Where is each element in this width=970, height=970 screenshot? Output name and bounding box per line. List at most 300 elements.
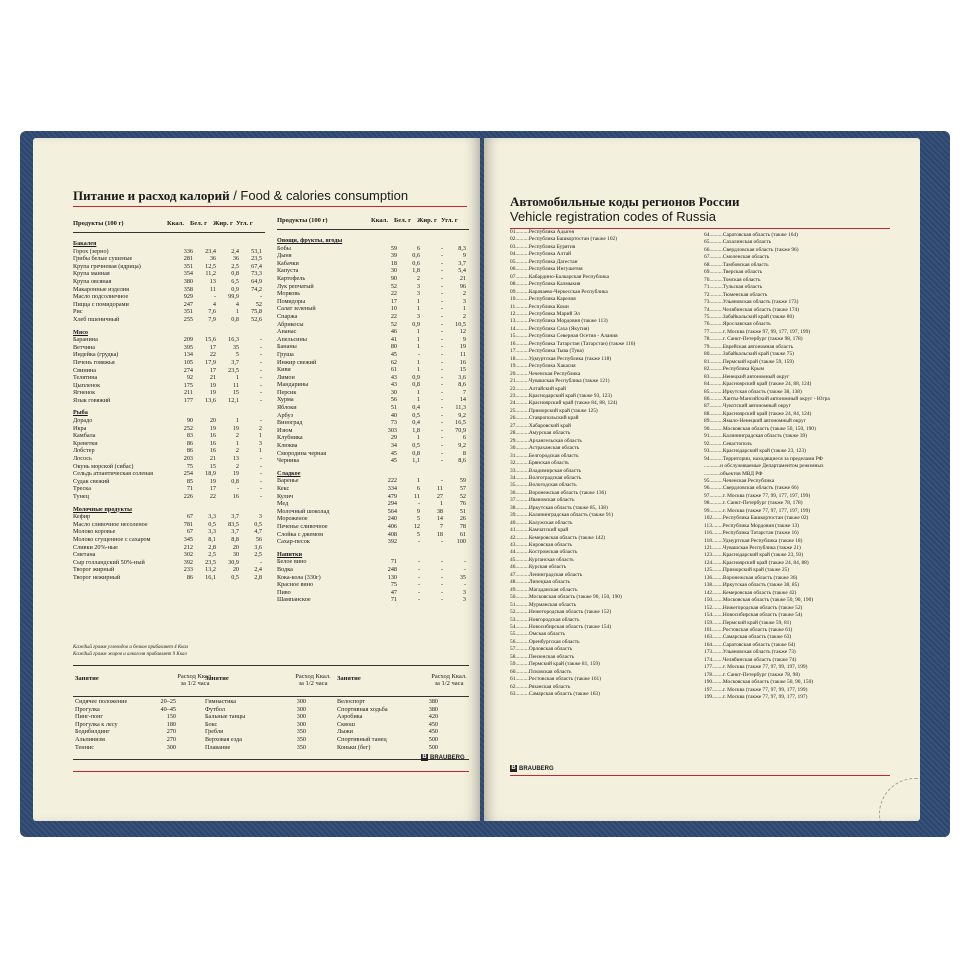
region-code-row: 177........г. Москва (также 77, 97, 99, 197, 199) (704, 664, 808, 671)
food-row (73, 397, 268, 405)
food-name: Шампанское (277, 596, 311, 604)
food-protein: 17 (209, 343, 216, 351)
food-carbs: 23,5 (251, 255, 262, 263)
food-protein: 13 (209, 277, 216, 285)
food-fat: 23,5 (228, 366, 239, 374)
food-carbs: 53,1 (251, 247, 262, 255)
food-kcal: 392 (387, 538, 397, 546)
food-kcal: 45 (390, 449, 397, 457)
food-kcal: 211 (183, 389, 193, 397)
food-fat: - (440, 581, 443, 589)
brand-mark-icon: B (422, 754, 427, 760)
food-section-title: Бакалея (73, 240, 97, 247)
activity-row (205, 728, 306, 736)
activity-kcal: 450 (428, 720, 438, 728)
food-name: Крупа манная (73, 270, 110, 278)
food-carbs: - (259, 351, 262, 359)
food-fat: - (440, 404, 443, 412)
food-row (277, 523, 472, 531)
food-protein: 3,3 (208, 513, 216, 521)
food-protein: 1 (416, 388, 420, 396)
food-fat: - (440, 596, 443, 604)
food-row (277, 290, 472, 298)
region-code-row: 32..........Брянская область (510, 460, 569, 467)
activity-kcal: 180 (166, 720, 176, 728)
region-codes-col2 (704, 232, 904, 702)
food-name: Хлеб пшеничный (73, 315, 120, 323)
food-carbs: - (259, 470, 262, 478)
food-kcal: 302 (183, 551, 193, 559)
food-kcal: 303 (387, 426, 397, 434)
region-code-row: 69..........Тверская область (704, 269, 763, 276)
region-code-row: 94..........Территории, находящиеся за пределами РФ (704, 455, 823, 462)
food-carbs: - (259, 293, 262, 301)
food-kcal: 56 (390, 396, 397, 404)
food-carbs: 7 (462, 388, 466, 396)
region-code-row: 09..........Карачаево-Черкесская Республика (510, 288, 608, 295)
activity-name: Велоспорт (337, 698, 366, 705)
food-name: Судак свежий (73, 477, 110, 485)
activity-table-1 (75, 698, 176, 751)
activity-name: Прогулка к лесу (75, 720, 118, 728)
region-code-row: 178........г. Санкт-Петербург (также 78, 98) (704, 671, 800, 678)
region-code-row: 71..........Тульская область (704, 284, 763, 291)
food-section-title: Мясо (73, 328, 89, 336)
food-fat: - (440, 252, 443, 260)
food-row (277, 351, 472, 359)
region-code-row: 199........г. Москва (также 77, 97, 99, 177, 197) (704, 694, 808, 701)
food-kcal: 240 (387, 515, 397, 523)
food-name: Макаронные изделия (73, 285, 129, 293)
kcal-header-1: Расход Ккал. за 1/2 часа (177, 673, 213, 687)
food-row (73, 559, 268, 567)
region-code-row: 08..........Республика Калмыкия (510, 281, 581, 288)
food-protein: 17 (209, 366, 216, 374)
food-protein: - (417, 581, 420, 589)
food-row (73, 521, 268, 529)
region-code-row: 05..........Республика Дагестан (510, 258, 578, 265)
food-name: Язык говяжий (73, 396, 111, 404)
food-fat: 6,5 (231, 277, 239, 285)
food-fat: - (440, 290, 443, 298)
food-fat: 8,8 (231, 535, 239, 543)
activity-kcal: 270 (166, 728, 176, 736)
food-name: Икра (73, 424, 87, 432)
food-name: Картофель (277, 274, 306, 282)
food-kcal: 203 (183, 455, 193, 463)
food-protein: 21 (209, 455, 216, 463)
activity-row (75, 728, 176, 736)
food-kcal: 105 (183, 358, 193, 366)
food-row (73, 544, 268, 552)
food-kcal: 67 (186, 528, 193, 536)
food-kcal: 75 (186, 462, 193, 470)
food-fat: - (236, 485, 239, 493)
food-kcal: 175 (183, 381, 193, 389)
food-fat: 16 (232, 493, 239, 500)
food-carbs: 16 (459, 358, 466, 366)
food-carbs: 3,6 (254, 543, 262, 551)
food-fat: - (440, 538, 443, 546)
food-row (277, 566, 472, 574)
food-fat: - (440, 305, 443, 313)
food-row (277, 374, 472, 382)
food-protein: 20 (209, 417, 216, 425)
food-fat: - (440, 350, 443, 358)
region-code-row: 125........Приморский край (также 25) (704, 567, 790, 574)
region-code-row: 154........Новосибирская область (также 54) (704, 612, 803, 619)
food-row (73, 432, 268, 440)
food-name: Масло подсолнечное (73, 293, 129, 301)
activity-name: Сидячее положение (75, 698, 128, 705)
region-code-row: 20..........Чеченская Республика (510, 370, 581, 377)
food-name: Мед (277, 500, 289, 508)
food-name: Абрикосы (277, 320, 304, 328)
food-name: Сельдь атлантическая соленая (73, 470, 153, 478)
corner-pocket-stitch (879, 778, 920, 821)
food-carbs: - (259, 366, 262, 374)
region-code-row: 138........Иркутская область (также 38, 85) (704, 582, 800, 589)
food-row (73, 255, 268, 263)
food-row (277, 381, 472, 389)
food-carbs: 1 (258, 447, 262, 455)
left-page (33, 138, 480, 821)
region-code-row: 56..........Оренбургская область (510, 638, 580, 645)
food-row (73, 485, 268, 493)
food-fat: 3,7 (231, 528, 239, 536)
food-name: Окунь морской (сибас) (73, 462, 134, 470)
region-code-row: 53..........Новгородская область (510, 616, 580, 623)
food-carbs: 57 (459, 485, 466, 492)
food-carbs: - (259, 558, 262, 566)
food-name: Лобстер (73, 447, 95, 455)
food-fat: 14 (436, 515, 443, 523)
activity-kcal: 40–45 (160, 705, 176, 713)
food-fat: - (440, 312, 443, 320)
food-protein: 5 (416, 530, 420, 538)
food-fat: - (440, 297, 443, 305)
food-row (277, 434, 472, 442)
food-row (73, 308, 268, 316)
activity-name: Бальные танцы (205, 713, 246, 721)
food-row (73, 536, 268, 544)
food-kcal: 479 (387, 492, 397, 500)
activity-name: Плавание (205, 743, 231, 751)
activity-kcal: 450 (428, 728, 438, 736)
region-code-row: 89..........Ямало-Ненецкий автономный округ (704, 418, 806, 425)
region-code-row: 34..........Волгоградская область (510, 474, 582, 481)
food-name: Сыр голландский 50%-ный (73, 558, 145, 566)
food-kcal: 51 (390, 404, 397, 412)
food-protein: 1 (416, 434, 420, 442)
region-code-row: 49..........Магаданская область (510, 586, 578, 593)
food-name: Бобы (277, 244, 291, 252)
food-fat: - (440, 244, 443, 252)
food-fat: 1 (439, 500, 443, 508)
region-code-row: 16..........Республика Татарстан (Татарстан) (также 116) (510, 340, 636, 347)
food-name: Красное вино (277, 581, 314, 589)
region-code-row: 65..........Сахалинская область (704, 239, 772, 246)
food-carbs: - (259, 374, 262, 382)
region-code-row: 51..........Мурманская область (510, 601, 577, 608)
region-code-row: 78..........г. Санкт-Петербург (также 98, 178) (704, 336, 803, 343)
food-fat: - (440, 335, 443, 343)
food-protein: 12,5 (205, 262, 216, 270)
region-code-row: 38..........Иркутская область (также 85, 138) (510, 504, 608, 511)
region-code-row: ............и обслуживаемые Департаментом режимных (704, 463, 824, 470)
kcal-header-2: Расход Ккал. за 1/2 часа (295, 673, 331, 687)
activity-row (337, 721, 438, 729)
region-code-row: 92..........Севастополь (704, 440, 752, 447)
food-carbs: - (259, 381, 262, 389)
activity-kcal: 300 (166, 743, 176, 751)
food-name: Лимон (277, 373, 295, 381)
region-code-row: 159........Пермский край (также 59, 81) (704, 619, 792, 626)
food-protein: - (417, 350, 420, 358)
food-row (73, 447, 268, 455)
food-fat: 4 (235, 300, 239, 308)
activity-row (205, 721, 306, 729)
food-protein: 1 (416, 328, 420, 336)
region-code-row: 73..........Ульяновская область (также 173) (704, 299, 799, 306)
food-fat: 2,4 (231, 247, 239, 255)
region-code-row: 30..........Астраханская область (510, 445, 580, 452)
kcal-header-3: Расход Ккал. за 1/2 часа (431, 673, 467, 687)
food-carbs: 6 (462, 434, 466, 442)
food-name: Изюм (277, 426, 293, 434)
food-fat: - (440, 419, 443, 427)
food-kcal: 86 (186, 573, 193, 581)
food-carbs: 2,4 (254, 566, 262, 574)
region-code-row: 124........Красноярский край (также 24, 84, 88) (704, 559, 809, 566)
region-code-row: 66..........Свердловская область (также 96) (704, 246, 799, 253)
region-code-row: 67..........Смоленская область (704, 254, 770, 261)
col1-header-rule (73, 232, 265, 233)
food-row (277, 260, 472, 268)
right-title-ru: Автомобильные коды регионов России (510, 194, 740, 209)
activity-row (337, 698, 438, 706)
food-kcal: 380 (183, 277, 193, 285)
food-protein: - (417, 558, 420, 566)
food-kcal: 71 (186, 485, 193, 493)
food-protein: 23,4 (205, 247, 216, 255)
food-protein: - (417, 565, 420, 573)
food-name: Пиво (277, 588, 291, 596)
food-carbs: 52,6 (251, 315, 262, 323)
activity-header-2: Занятие (205, 675, 229, 682)
food-protein: 4 (212, 300, 216, 308)
activity-kcal: 300 (296, 698, 306, 705)
food-fat: - (440, 449, 443, 457)
food-row (277, 336, 472, 344)
activity-header-1: Занятие (75, 675, 99, 682)
food-carbs: 3 (462, 588, 466, 596)
food-fat: - (440, 320, 443, 328)
food-protein: 0,5 (412, 442, 420, 450)
food-protein: - (417, 500, 420, 508)
region-code-row: 86..........Ханты-Мансийский автономный округ - Югра (704, 395, 830, 402)
food-protein: 5 (416, 515, 420, 523)
food-carbs: 12 (459, 328, 466, 336)
food-kcal: 83 (186, 432, 193, 440)
food-fat: 11 (233, 381, 239, 389)
food-protein: 1 (416, 297, 420, 305)
food-fat: - (440, 411, 443, 419)
region-code-row: 116........Республика Татарстан (также 16) (704, 530, 799, 537)
food-protein: 0,4 (412, 404, 420, 412)
food-name: Апельсины (277, 335, 307, 343)
food-kcal: 929 (183, 293, 193, 301)
food-name: Сахар-песок (277, 538, 310, 546)
food-fat: 2,5 (231, 262, 239, 270)
food-kcal: 41 (390, 335, 397, 343)
food-carbs: 56 (255, 535, 262, 543)
food-fat: - (440, 381, 443, 389)
col2-header-protein: Бел. г (394, 217, 412, 224)
activity-name: Сквош (337, 720, 355, 728)
food-fat: - (440, 434, 443, 442)
food-row (73, 513, 268, 521)
region-code-row: 43..........Кировская область (510, 542, 572, 549)
region-code-row: 64..........Саратовская область (также 164) (704, 232, 798, 238)
food-protein: 17 (209, 485, 216, 493)
food-kcal: 45 (390, 350, 397, 358)
region-code-row: 03..........Республика Бурятия (510, 243, 576, 250)
activity-kcal: 380 (428, 705, 438, 713)
activity-name: Бокс (205, 720, 218, 728)
activity-kcal: 300 (296, 720, 306, 728)
food-kcal: 354 (183, 270, 193, 278)
food-protein: 2 (416, 274, 420, 282)
region-code-row: 04..........Республика Алтай (510, 251, 571, 258)
activity-row (337, 744, 438, 752)
food-carbs: - (259, 336, 262, 344)
activity-row (75, 706, 176, 714)
food-row (277, 412, 472, 420)
food-name: Кока-кола (330г) (277, 573, 321, 581)
food-name: Инжир свежий (277, 358, 317, 366)
region-code-row: 25..........Приморский край (также 125) (510, 407, 598, 414)
food-name: Тунец (73, 493, 89, 500)
food-row (277, 252, 472, 260)
region-code-row: 60..........Псковская область (510, 668, 572, 675)
food-protein: 1 (416, 335, 420, 343)
activity-name: Футбол (205, 705, 225, 713)
food-fat: 1 (235, 417, 239, 425)
food-name: Хурма (277, 396, 294, 404)
food-row (277, 328, 472, 336)
food-kcal: 85 (186, 477, 193, 485)
food-table-col2 (277, 232, 472, 604)
food-protein: 19 (209, 477, 216, 485)
food-protein: 19 (209, 381, 216, 389)
food-row (277, 596, 472, 604)
right-brand-logo (510, 765, 554, 772)
food-carbs: 9,2 (458, 442, 466, 450)
activity-kcal: 380 (428, 698, 438, 705)
food-fat: - (440, 442, 443, 450)
food-name: Дорадо (73, 417, 93, 425)
right-title-en: Vehicle registration codes of Russia (510, 209, 716, 224)
food-row (73, 566, 268, 574)
food-name: Рис (73, 308, 83, 316)
food-row (277, 396, 472, 404)
region-code-row: 142........Кемеровская область (также 42) (704, 589, 797, 596)
food-fat: - (440, 259, 443, 267)
food-row (73, 286, 268, 294)
activity-kcal: 300 (296, 705, 306, 713)
food-row (277, 508, 472, 516)
food-row (73, 463, 268, 471)
food-name: Пицца с помидорами (73, 300, 129, 308)
food-carbs: 0,5 (254, 520, 262, 528)
food-fat: 99,9 (228, 293, 239, 301)
food-fat: 2 (235, 432, 239, 440)
food-fat: - (440, 343, 443, 351)
food-name: Кабачки (277, 259, 299, 267)
food-kcal: 345 (183, 535, 193, 543)
region-code-row: 85..........Иркутская область (также 38, 138) (704, 388, 802, 395)
food-section-title: Молочные продукты (73, 505, 132, 513)
left-title-ru: Питание и расход калорий (73, 188, 230, 203)
food-name: Бананы (277, 343, 297, 351)
region-code-row: 12..........Республика Марий Эл (510, 310, 580, 317)
region-code-row: 33..........Владимирская область (510, 467, 581, 474)
food-name: Помидоры (277, 297, 306, 305)
activity-kcal: 350 (296, 728, 306, 736)
food-kcal: 30 (390, 267, 397, 275)
food-carbs: 1 (462, 305, 466, 313)
region-code-row: 44..........Костромская область (510, 549, 578, 556)
region-code-row: 21..........Чувашская Республика (также 121) (510, 378, 610, 385)
food-protein: - (417, 596, 420, 604)
food-fat: 0,9 (231, 285, 239, 293)
food-row (277, 245, 472, 253)
col2-header-product: Продукты (100 г) (277, 217, 328, 224)
food-carbs: 16,5 (455, 419, 466, 427)
food-row (73, 493, 268, 501)
food-name: Слойка с джемом (277, 530, 324, 538)
food-kcal: 59 (390, 244, 397, 252)
food-protein: 1 (416, 305, 420, 313)
food-kcal: 17 (390, 297, 397, 305)
food-protein: 0,9 (412, 373, 420, 381)
region-code-row: 14..........Республика Саха (Якутия) (510, 325, 590, 332)
region-code-row: 98..........г. Санкт-Петербург (также 78, 178) (704, 500, 803, 507)
food-name: Сметана (73, 551, 96, 559)
col1-header-protein: Бел. г (190, 220, 208, 227)
food-row (73, 551, 268, 559)
food-carbs: 3 (462, 297, 466, 305)
food-row (277, 275, 472, 283)
food-kcal: 408 (387, 530, 397, 538)
food-row (277, 366, 472, 374)
food-protein: - (417, 588, 420, 596)
food-protein: 6 (416, 485, 420, 492)
food-kcal: 274 (183, 366, 193, 374)
region-code-row: 11..........Республика Коми (510, 303, 569, 310)
food-name: Киви (277, 366, 291, 374)
food-name: Кулич (277, 492, 293, 500)
food-kcal: 52 (390, 320, 397, 328)
region-code-row: 152........Нижегородская область (также 52) (704, 604, 803, 611)
food-section-title: Овощи, фрукты, ягоды (277, 237, 343, 244)
region-code-row: 72..........Тюменская область (704, 291, 768, 298)
food-row (73, 316, 268, 324)
region-code-row: 97..........г. Москва (также 77, 99, 177, 197, 199) (704, 492, 811, 499)
food-row (73, 455, 268, 463)
food-kcal: 30 (390, 388, 397, 396)
